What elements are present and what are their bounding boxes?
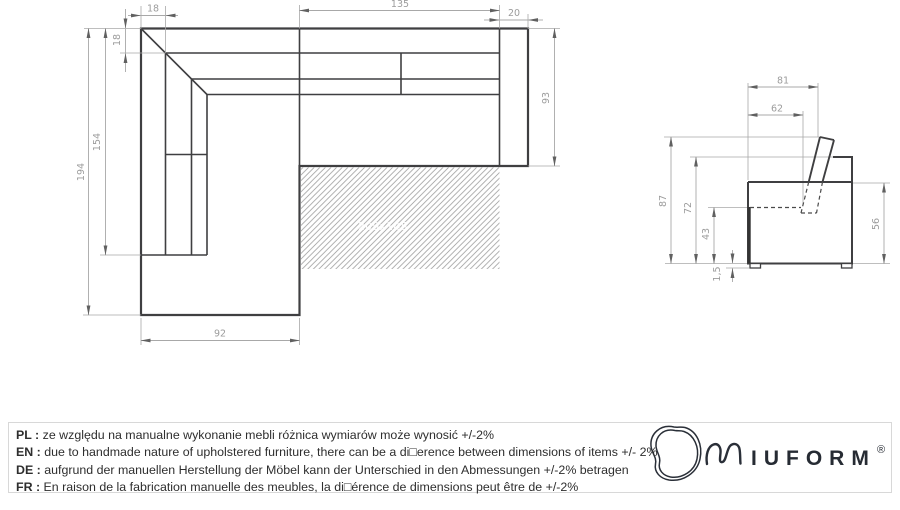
dim-depth-total: 81: [776, 75, 790, 87]
top-view-drawing: [76, 0, 560, 345]
dim-top-arm-width: 18: [146, 3, 160, 15]
front-foot: [750, 264, 761, 269]
sleeping-area-hatch: [301, 168, 500, 270]
dim-right-depth: 93: [541, 91, 552, 105]
note-en-lang: EN :: [16, 445, 41, 460]
dim-bottom-width: 92: [213, 328, 227, 340]
dim-foot-height: 1,5: [712, 266, 723, 282]
dim-seat-height: 43: [701, 227, 712, 241]
note-pl: [16, 427, 891, 444]
registered-trademark-symbol: ®: [877, 444, 886, 456]
dim-side-height: 56: [871, 217, 882, 231]
note-fr: [16, 479, 891, 496]
note-de-text: aufgrund der manuellen Herstellung der Möbel kann der Unterschied in den Abmessungen +/-2% betragen: [44, 462, 629, 477]
dim-top-seat-width: 135: [390, 0, 410, 10]
corner-miter-line: [141, 29, 207, 95]
dim-left-back-depth: 18: [112, 33, 123, 47]
dim-back-height: 72: [683, 201, 694, 215]
sleeping-area-label: 209x145: [358, 221, 408, 233]
backrest-cushion: [801, 137, 834, 213]
back-foot: [842, 264, 853, 269]
dim-height-total: 87: [658, 194, 669, 208]
side-view-drawing: [658, 76, 890, 283]
side-body-outline: [748, 157, 852, 264]
note-pl-lang: PL :: [16, 428, 40, 442]
note-fr-lang: FR :: [16, 480, 41, 495]
note-pl-text: ze względu na manualne wykonanie mebli różnica wymiarów może wynosić +/-2%: [42, 428, 495, 442]
dim-seat-depth: 62: [770, 103, 784, 115]
note-fr-text: En raison de la fabrication manuelle des meubles, la di□érence de dimensions peut être de +/-2%: [43, 480, 579, 495]
note-de-lang: DE :: [16, 462, 41, 477]
dim-left-inner-length: 154: [92, 132, 103, 152]
dim-left-total-length: 194: [76, 162, 87, 182]
note-en-text: due to handmade nature of upholstered furniture, there can be a di□erence between dimensions of items +/- 2%: [44, 445, 658, 460]
brand-wordmark: IUFORM: [751, 447, 876, 470]
dim-right-arm-width: 20: [507, 8, 521, 19]
